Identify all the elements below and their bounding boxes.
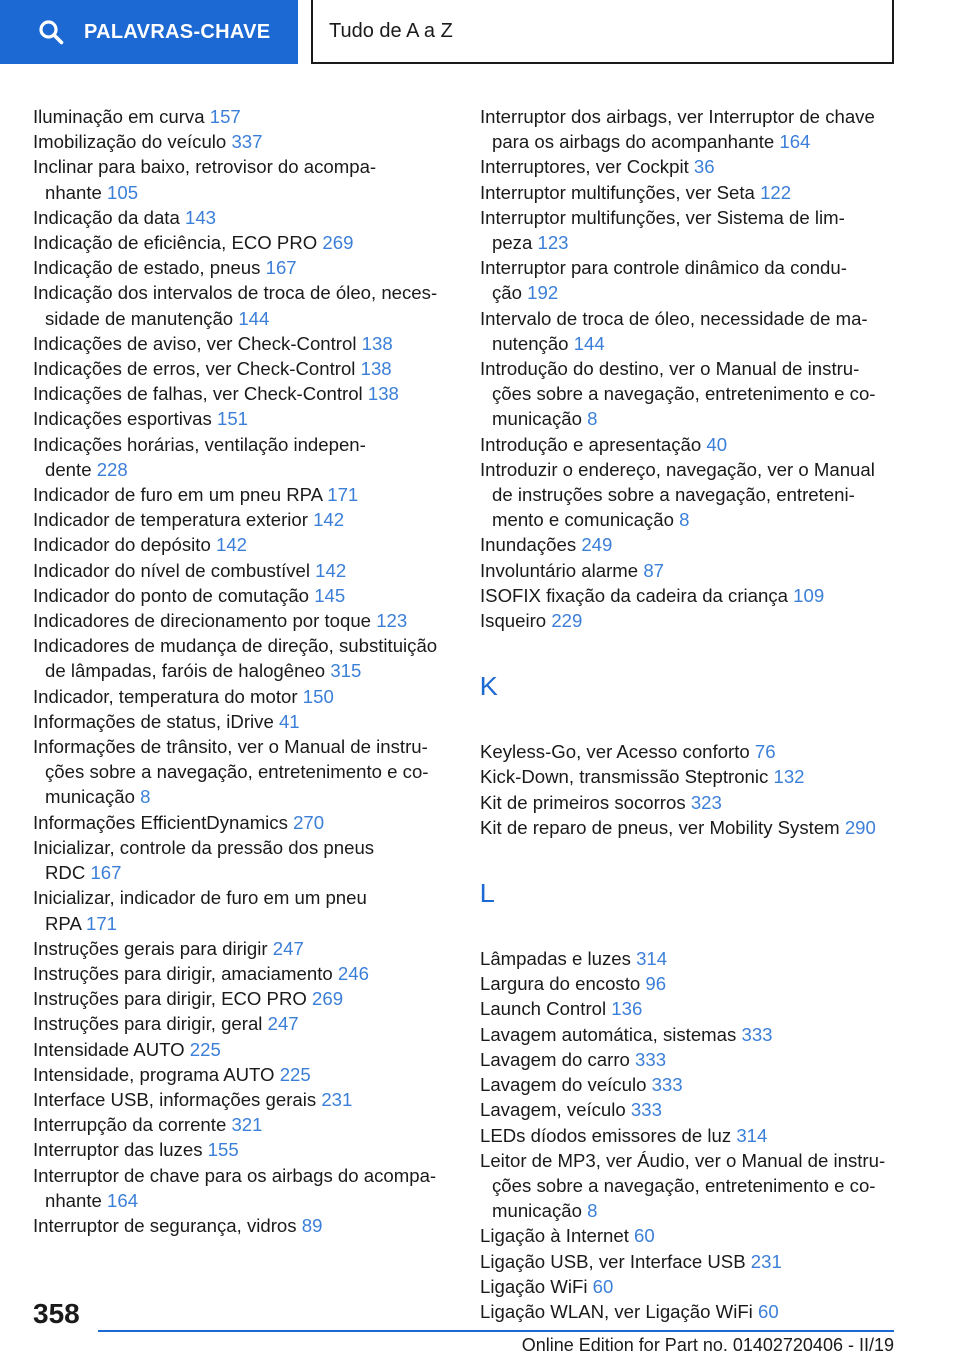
index-entry-text: Informações de trânsito, ver o Manual de instru- (33, 736, 428, 758)
page-reference-link[interactable]: 60 (758, 1300, 779, 1322)
index-entry-line (480, 532, 910, 557)
index-entry-text: Interruptor de chave para os airbags do acompa- (33, 1164, 437, 1186)
index-entry-line (480, 1072, 910, 1097)
tab-a-to-z[interactable] (311, 0, 894, 64)
index-entry-text: Indicações de aviso, ver Check-Control (33, 332, 357, 354)
top-navigation (0, 0, 960, 66)
index-entry-text: ção (492, 282, 522, 304)
keywords-button[interactable] (0, 0, 298, 64)
index-entry-text: Introdução do destino, ver o Manual de instru- (480, 358, 860, 380)
page-reference-link[interactable]: 333 (651, 1074, 683, 1096)
page-reference-link[interactable]: 247 (267, 1013, 299, 1035)
index-entry-line (33, 432, 453, 457)
index-entry-text: ções sobre a navegação, entretenimento e co- (45, 761, 429, 783)
index-entry-text: de instruções sobre a navegação, entreteni- (492, 484, 855, 506)
page-reference-link[interactable]: 60 (592, 1275, 614, 1297)
index-entry-line (480, 356, 910, 381)
index-entry-text: ções sobre a navegação, entretenimento e co- (492, 383, 876, 405)
page-reference-link[interactable]: 333 (635, 1048, 667, 1070)
page-reference-link[interactable]: 60 (634, 1225, 655, 1247)
page-reference-link[interactable]: 8 (679, 509, 690, 531)
index-entry-text: Indicações horárias, ventilação indepen- (33, 433, 366, 455)
page-reference-link[interactable]: 143 (184, 206, 217, 228)
section-letter-text: K (479, 671, 498, 702)
index-entry-text: Interruptor multifunções, ver Seta (480, 181, 755, 203)
keywords-button-label: PALAVRAS-CHAVE (84, 20, 271, 43)
index-entry-line (33, 558, 453, 583)
index-entry-text: municação (492, 1200, 582, 1222)
index-entry-text: RPA (45, 912, 81, 934)
index-entry-line (33, 1037, 453, 1062)
index-entry-text: Lâmpadas e luzes (480, 948, 631, 970)
index-entry-line (33, 784, 453, 809)
index-entry-line (480, 996, 910, 1021)
index-entry-line (480, 1299, 910, 1324)
index-entry-text: municação (45, 786, 135, 808)
index-entry-line (33, 810, 453, 835)
page-reference-link[interactable]: 231 (750, 1250, 782, 1272)
index-entry-text: Inicializar, controle da pressão dos pneus (33, 836, 375, 858)
index-entry-line (33, 356, 453, 381)
index-entry-text: Involuntário alarme (480, 559, 639, 581)
index-entry-text: Interrupção da corrente (33, 1114, 227, 1136)
page-reference-link[interactable]: 87 (643, 559, 664, 581)
index-entry-line (480, 154, 910, 179)
index-entry-text: municação (492, 408, 582, 430)
index-entry-text: Iluminação em curva (33, 106, 205, 127)
index-entry-line (480, 432, 910, 457)
page-reference-link[interactable]: 167 (265, 257, 297, 279)
index-entry-text: para os airbags do acompanhante (492, 131, 775, 153)
index-entry-text: Inundações (480, 534, 577, 556)
page-reference-link[interactable]: 89 (301, 1214, 323, 1236)
index-entry-text: Keyless-Go, ver Acesso conforto (480, 741, 750, 763)
index-entry-text: Ligação WLAN, ver Ligação WiFi (480, 1300, 753, 1322)
page-reference-link[interactable]: 247 (272, 937, 304, 959)
index-entry-text: Indicador do ponto de comutação (33, 584, 310, 606)
page-reference-link[interactable]: 270 (293, 811, 325, 833)
index-entry-text: peza (492, 232, 533, 254)
page-reference-link[interactable]: 96 (645, 973, 667, 995)
page-reference-link[interactable]: 171 (327, 484, 359, 506)
index-entry-text: Indicações de erros, ver Check-Control (33, 358, 356, 380)
index-entry-line (480, 180, 910, 205)
index-entry-text: Ligação USB, ver Interface USB (480, 1250, 746, 1272)
page-reference-link[interactable]: 132 (773, 766, 805, 788)
index-entry-line (480, 608, 910, 633)
index-entry-text: Indicações esportivas (33, 408, 212, 430)
index-entry-line (33, 1112, 453, 1137)
index-entry-text: Ligação à Internet (480, 1225, 629, 1247)
index-entry-line (480, 946, 910, 971)
index-entry-line (33, 457, 453, 482)
page-reference-link[interactable]: 231 (321, 1088, 353, 1110)
index-entry-line (33, 280, 453, 305)
index-entry-text: Indicadores de mudança de direção, substituição (33, 635, 438, 657)
index-entry-line (33, 482, 453, 507)
index-entry-text: Kick-Down, transmissão Steptronic (480, 766, 769, 788)
index-entry-text: Intervalo de troca de óleo, necessidade de ma- (480, 307, 868, 329)
index-entry-line (480, 507, 910, 532)
index-entry-text: Indicação de eficiência, ECO PRO (33, 232, 318, 254)
index-entry-line (480, 381, 910, 406)
index-entry-line (480, 482, 910, 507)
index-entry-text: Imobilização do veículo (33, 131, 227, 153)
index-entry-text: Interruptor dos airbags, ver Interruptor de chave (480, 106, 875, 127)
page-reference-link[interactable]: 249 (581, 534, 613, 556)
page-reference-link[interactable]: 269 (322, 232, 354, 254)
index-entry-line (480, 1022, 910, 1047)
index-entry-line (33, 911, 453, 936)
index-entry-line (33, 684, 453, 709)
index-entry-line (480, 1123, 910, 1148)
index-entry-line (33, 860, 453, 885)
tab-a-to-z-label: Tudo de A a Z (329, 19, 453, 42)
index-entry-text: Interface USB, informações gerais (33, 1088, 317, 1110)
index-entry-text: Kit de primeiros socorros (480, 791, 686, 813)
index-entry-line (33, 1062, 453, 1087)
index-entry-text: Ligação WiFi (480, 1275, 588, 1297)
index-entry-line (480, 1223, 910, 1248)
page-reference-link[interactable]: 123 (376, 610, 408, 632)
index-entry-text: Intensidade AUTO (33, 1038, 185, 1060)
index-section-letter (480, 633, 910, 739)
index-entry-line (33, 406, 453, 431)
index-entry-line (480, 971, 910, 996)
page-reference-link[interactable]: 157 (209, 106, 241, 127)
index-entry-text: nutenção (492, 332, 569, 354)
index-entry-line (33, 154, 453, 179)
index-entry-line (33, 306, 453, 331)
index-entry-line (33, 1011, 453, 1036)
index-entry-line (33, 734, 453, 759)
index-entry-line (480, 583, 910, 608)
index-entry-line (33, 658, 453, 683)
index-entry-text: Indicadores de direcionamento por toque (33, 610, 372, 632)
index-entry-line (480, 255, 910, 280)
page-reference-link[interactable]: 333 (741, 1023, 773, 1045)
index-entry-line (33, 381, 453, 406)
index-entry-line (33, 633, 453, 658)
index-entry-text: Indicador de furo em um pneu RPA (33, 484, 323, 506)
page-reference-link[interactable]: 164 (107, 1189, 139, 1211)
page-reference-link[interactable]: 76 (754, 741, 776, 763)
index-entry-text: Indicador, temperatura do motor (33, 685, 298, 707)
index-entry-text: Instruções para dirigir, geral (33, 1013, 263, 1035)
section-letter-text: L (479, 878, 495, 909)
page-reference-link[interactable]: 142 (315, 559, 347, 581)
index-entry-text: Indicações de falhas, ver Check-Control (33, 383, 363, 405)
index-entry-text: Informações de status, iDrive (33, 710, 274, 732)
index-entry-text: Interruptor para controle dinâmico da condu- (480, 257, 847, 279)
page-reference-link[interactable]: 337 (231, 131, 263, 153)
page-reference-link[interactable]: 138 (360, 358, 392, 380)
index-entry-line (33, 835, 453, 860)
index-entry-line (33, 205, 453, 230)
index-entry-line (33, 961, 453, 986)
index-entry-line (33, 230, 453, 255)
index-entry-text: Informações EfficientDynamics (33, 811, 288, 833)
index-entry-line (480, 1047, 910, 1072)
page-reference-link[interactable]: 36 (693, 156, 715, 178)
page-reference-link[interactable]: 167 (90, 862, 122, 884)
index-entry-text: Indicação dos intervalos de troca de óleo, neces- (33, 282, 438, 304)
index-entry-text: Inicializar, indicador de furo em um pneu (33, 887, 367, 909)
index-entry-line (480, 331, 910, 356)
page-reference-link[interactable]: 109 (793, 584, 825, 606)
index-entry-text: LEDs díodos emissores de luz (480, 1124, 732, 1146)
page-reference-link[interactable]: 315 (330, 660, 362, 682)
index-entry-text: Indicador do depósito (33, 534, 211, 556)
index-entry-text: Indicação de estado, pneus (33, 257, 261, 279)
index-entry-text: RDC (45, 862, 86, 884)
index-entry-line (480, 230, 910, 255)
index-entry-line (33, 507, 453, 532)
page-reference-link[interactable]: 246 (337, 962, 369, 984)
page-reference-link[interactable]: 150 (302, 685, 334, 707)
page-reference-link[interactable]: 321 (231, 1114, 263, 1136)
index-entry-line (33, 885, 453, 910)
page-reference-link[interactable]: 229 (551, 610, 583, 632)
index-entry-line (480, 1148, 910, 1173)
page-reference-link[interactable]: 164 (779, 131, 811, 153)
page-reference-link[interactable]: 314 (736, 1124, 768, 1146)
index-entry-line (480, 205, 910, 230)
index-entry-line (33, 709, 453, 734)
index-entry-line (480, 1274, 910, 1299)
index-entry-line (33, 608, 453, 633)
index-entry-line (33, 583, 453, 608)
index-entry-line (480, 104, 910, 129)
index-entry-text: nhante (45, 181, 102, 203)
edition-footer: Online Edition for Part no. 01402720406 - II/19 (521, 1335, 894, 1355)
page-reference-link[interactable]: 333 (630, 1099, 662, 1121)
index-entry-text: dente (45, 458, 92, 480)
page-reference-link[interactable]: 8 (140, 786, 151, 808)
index-entry-text: Interruptores, ver Cockpit (480, 156, 689, 178)
page-reference-link[interactable]: 142 (313, 509, 345, 531)
index-entry-text: Indicador do nível de combustível (33, 559, 310, 581)
index-entry-line (33, 532, 453, 557)
index-entry-line (480, 457, 910, 482)
index-entry-line (33, 936, 453, 961)
index-entry-line (480, 1173, 910, 1198)
index-entry-line (33, 331, 453, 356)
index-entry-line (33, 986, 453, 1011)
index-entry-text: ções sobre a navegação, entretenimento e co- (492, 1174, 876, 1196)
index-entry-line (33, 129, 453, 154)
index-entry-text: Lavagem, veículo (480, 1099, 626, 1121)
page-number: 358 (33, 1298, 80, 1329)
index-entry-text: Indicação da data (33, 206, 180, 228)
index-entry-text: de lâmpadas, faróis de halogêneo (45, 660, 326, 682)
index-entry-line (33, 759, 453, 784)
index-entry-text: Instruções para dirigir, ECO PRO (33, 988, 307, 1010)
index-entry-text: Introdução e apresentação (480, 433, 702, 455)
index-entry-line (33, 1137, 453, 1162)
page-reference-link[interactable]: 225 (189, 1038, 221, 1060)
index-entry-text: Interruptor multifunções, ver Sistema de lim- (480, 206, 845, 228)
page-reference-link[interactable]: 192 (527, 282, 559, 304)
page-reference-link[interactable]: 40 (706, 433, 728, 455)
index-entry-line (480, 764, 910, 789)
index-entry-text: Isqueiro (480, 610, 547, 632)
index-entry-line (480, 1249, 910, 1274)
page-reference-link[interactable]: 8 (587, 408, 598, 430)
index-entry-text: Leitor de MP3, ver Áudio, ver o Manual de instru- (480, 1149, 886, 1171)
page-reference-link[interactable]: 123 (537, 232, 569, 254)
index-entry-text: sidade de manutenção (45, 307, 234, 329)
index-entry-line (33, 1188, 453, 1213)
index-entry-text: nhante (45, 1189, 102, 1211)
page-reference-link[interactable]: 144 (573, 332, 605, 354)
index-entry-line (480, 306, 910, 331)
search-icon (38, 19, 64, 45)
footer-divider (98, 1330, 894, 1332)
page-reference-link[interactable]: 225 (279, 1063, 311, 1085)
index-entry-line (480, 739, 910, 764)
index-entry-text: Launch Control (480, 998, 607, 1020)
index-entry-text: mento e comunicação (492, 509, 674, 531)
index-column-right (480, 104, 910, 1324)
index-entry-line (33, 180, 453, 205)
page-reference-link[interactable]: 136 (611, 998, 643, 1020)
page-reference-link[interactable]: 8 (587, 1200, 598, 1222)
page-reference-link[interactable]: 155 (207, 1139, 239, 1161)
page-reference-link[interactable]: 138 (361, 332, 393, 354)
page-reference-link[interactable]: 138 (367, 383, 399, 405)
index-entry-text: Interruptor de segurança, vidros (33, 1214, 297, 1236)
page-reference-link[interactable]: 142 (215, 534, 248, 556)
index-entry-text: Introduzir o endereço, navegação, ver o Manual (480, 458, 875, 480)
page-reference-link[interactable]: 105 (107, 181, 139, 203)
index-entry-text: Inclinar para baixo, retrovisor do acompa- (33, 156, 377, 178)
index-entry-line (480, 406, 910, 431)
index-entry-text: Lavagem automática, sistemas (480, 1023, 737, 1045)
index-entry-line (480, 790, 910, 815)
index-entry-line (480, 558, 910, 583)
index-entry-line (480, 1097, 910, 1122)
index-entry-text: Instruções gerais para dirigir (33, 937, 268, 959)
index-entry-text: Instruções para dirigir, amaciamento (33, 962, 333, 984)
page-reference-link[interactable]: 171 (86, 912, 118, 934)
page-reference-link[interactable]: 269 (312, 988, 344, 1010)
index-entry-line (33, 1213, 453, 1238)
index-entry-line (33, 104, 453, 129)
page-reference-link[interactable]: 228 (96, 458, 128, 480)
index-entry-line (33, 1087, 453, 1112)
index-entry-text: Interruptor das luzes (33, 1139, 203, 1161)
page-reference-link[interactable]: 323 (690, 791, 722, 813)
index-entry-line (33, 1163, 453, 1188)
index-entry-text: Lavagem do veículo (480, 1074, 647, 1096)
index-entry-line (480, 280, 910, 305)
index-entry-text: ISOFIX fixação da cadeira da criança (480, 584, 788, 606)
page-reference-link[interactable]: 151 (216, 408, 249, 430)
index-entry-text: Largura do encosto (480, 973, 641, 995)
index-entry-text: Indicador de temperatura exterior (33, 509, 308, 531)
index-entry-text: Lavagem do carro (480, 1048, 630, 1070)
page-reference-link[interactable]: 145 (314, 584, 346, 606)
index-entry-line (33, 255, 453, 280)
page-reference-link[interactable]: 122 (760, 181, 792, 203)
index-entry-line (480, 129, 910, 154)
page-reference-link[interactable]: 290 (844, 816, 876, 838)
index-entry-text: Intensidade, programa AUTO (33, 1063, 275, 1085)
page-reference-link[interactable]: 144 (238, 307, 270, 329)
index-entry-line (480, 815, 910, 840)
page-reference-link[interactable]: 314 (636, 948, 668, 970)
index-column-left (33, 104, 453, 1238)
page-reference-link[interactable]: 41 (278, 710, 300, 732)
index-section-letter (480, 840, 910, 946)
index-entry-line (480, 1198, 910, 1223)
index-entry-text: Kit de reparo de pneus, ver Mobility System (480, 816, 840, 838)
